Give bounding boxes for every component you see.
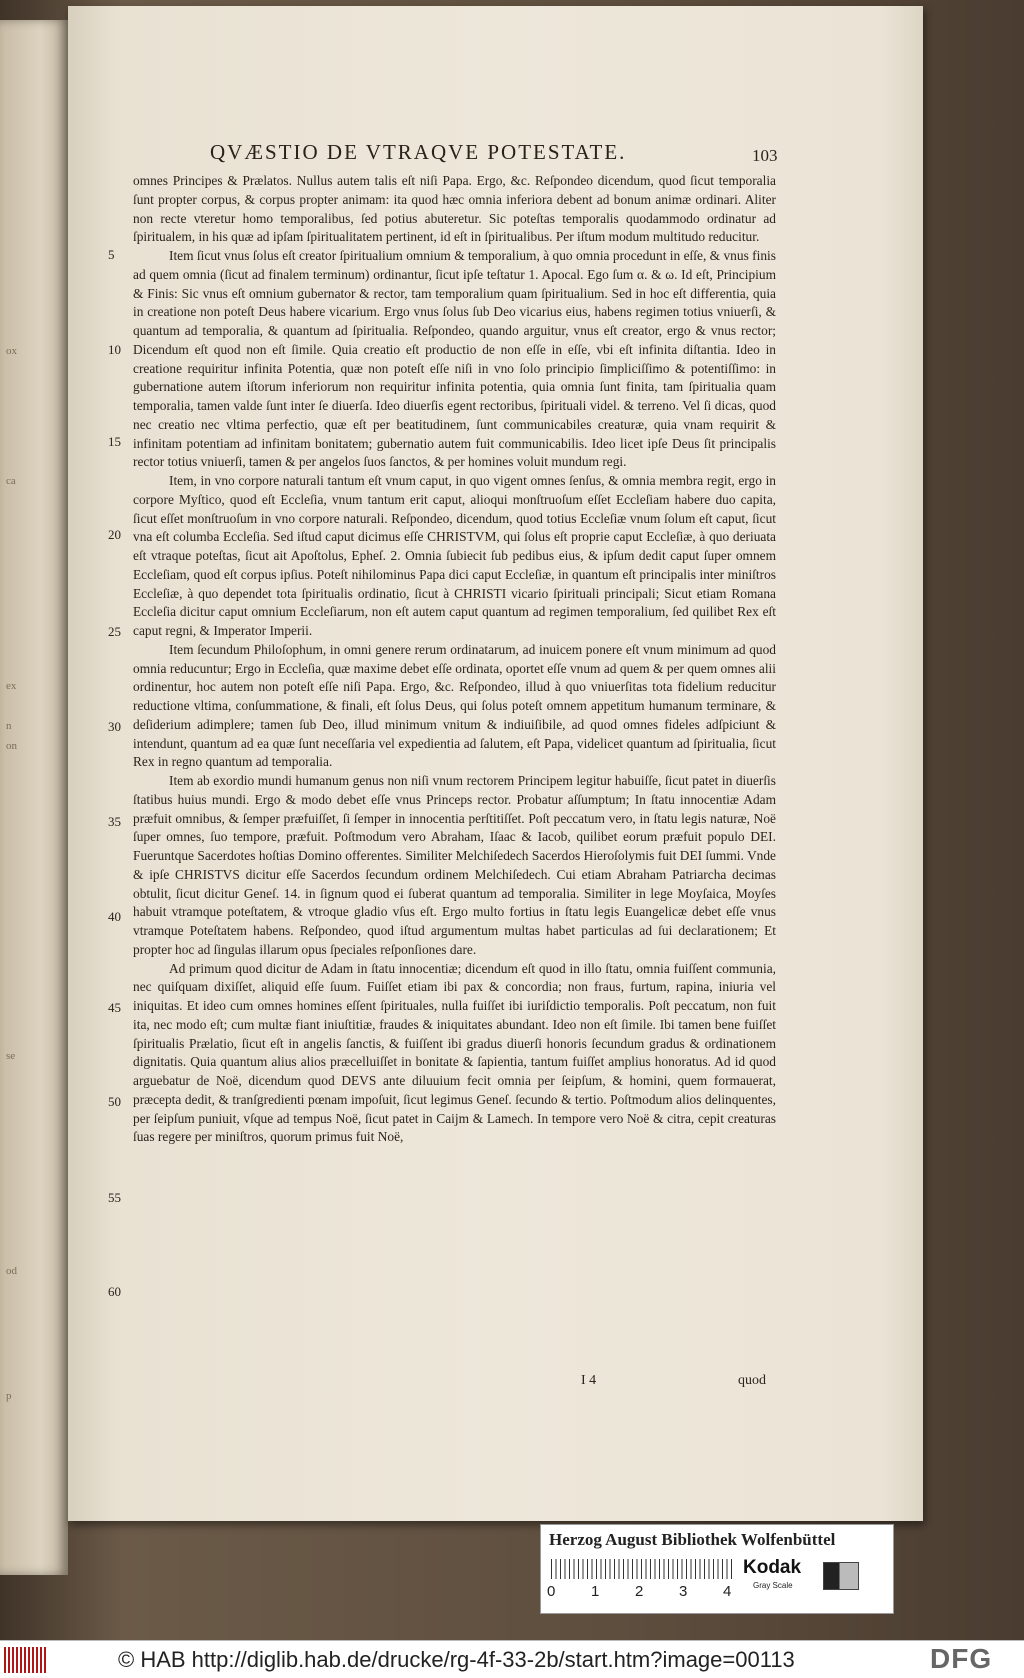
paragraph: Item ſicut vnus ſolus eſt creator ſpiritualium omnium & temporalium, à quo omnia procedunt in eſſe, & vnus finis ad quem omnia (ſicut ad finalem terminum) ordinantur, ſicut ipſe teſtatur 1. Apocal. Ego ſum α. & ω. Id eſt, Principium & Finis: Sic vnus eſt omnium gubernator & rector, tam temporalium quam ſpiritualium. Sed in hoc eſt differentia, quia in creatione non poteſt Deus habere vicarium. Ergo vnus ſolus ſub Deo vicarius eius, habens regimen totius vniuerſi, & quantum ad temporalia, & quantum ad ſpiritualia. Reſpondeo, quando arguitur, vnus eſt creator, ergo & vnus rector; Dicendum eſt quod non eſt ſimile. Quia creatio eſt productio de non eſſe in eſſe, vbi eſt infinita diſtantia. Ideo in creatione requiritur infinita Potentia, quæ non poteſt eſſe niſi in vno ſolo principio ſimpliciſſimo & potentiſſimo: in gubernatione autem iſtorum inferiorum non requiritur infinita potentia, quia omnia ſunt finita, tam ſpiritualia quam temporalia, tamen valde ſunt inter ſe diuerſa. Ideo diuerſis egent rectoribus, ſpirituali videl. & terreno. Vel ſi dicas, quod nec creatio nec vltima perfectio, quæ eſt per beatitudinem, ſunt communicabiles creaturæ, quia vnam requirit & infinitam potentiam ad infinitam bonitatem; gubernatio autem fuit communicabilis. Ideo licet ipſe Deus ſit principalis rector totius vniuerſi, tamen & per angelos ſuos ſanctos, & per homines voluit mundum regi. — [133, 248, 776, 470]
facing-page-fragment: n — [6, 720, 12, 732]
footer-bar — [0, 1640, 1024, 1678]
line-number: 30 — [108, 719, 121, 734]
line-number: 25 — [108, 624, 121, 639]
facing-page-edge — [0, 20, 68, 1575]
gray-scale-label: Gray Scale — [753, 1581, 793, 1590]
scale-ruler — [551, 1559, 733, 1579]
paragraph: Item ſecundum Philoſophum, in omni genere rerum ordinatarum, ad inuicem ponere eſt vnum minimum ad quod omnia reducuntur; Ergo in Eccleſia, quæ maxime debet eſſe ordinata, oportet eſſe vnum ad quem & per quem omnes alii ordinentur, hoc autem non poteſt eſſe niſi Papa. Ergo, &c. Reſpondeo, illud à quo vniuerſitas tota fidelium reducitur reductione vltima, conſummatione, & finali, eſt ſolus Deus, qui ſolus poteſt omnem appetitum humanum terminare, & deſiderium adimplere; tamen ſub Deo, illud minimum vnitum & indiuiſibile, ad quod omnes fideles adſpiciunt & intendunt, quantum ad ea quæ ſunt neceſſaria vel expedientia ad ſalutem, eſt Papa, videlicet quantum ad ſpiritualia, ſicut Rex in regno quantum ad temporalia. — [133, 641, 776, 770]
gray-swatch-icon — [823, 1562, 859, 1590]
scale-number: 0 — [547, 1583, 556, 1600]
line-number: 35 — [108, 814, 121, 829]
paragraph: Item, in vno corpore naturali tantum eſt vnum caput, in quo vigent omnes ſenſus, & omnia membra regit, ergo in corpore Myſtico, quod eſt Eccleſia, vnum tantum erit caput, alioqui monſtruoſum eſſet Eccleſiam habere duo capita, ſicut eſſet monſtruoſum in vno corpore naturali. Reſpondeo, dicendum, quod totius Eccleſiæ vnum ſolum eſt caput, ſicut vna eſt columba Eccleſia. Sed iſtud caput dicimus eſſe CHRISTVM, qui ſolus eſt proprie caput Eccleſiæ, à quo deriuata eſt vtraque poteſtas, ſicut ait Apoſtolus, Epheſ. 2. Omnia ſubiecit ſub pedibus eius, & ipſum dedit caput ſuper omnem Eccleſiam, quod eſt corpus ipſius. Poteſt nihilominus Papa dici caput Eccleſiæ, in quantum eſt principalis inter miniſtros Eccleſiæ, à quo dependet tota ſpiritualis ordinatio, ſicut à CHRISTI vicario ſpirituali principali; Sicut etiam Romana Eccleſia dicitur caput omnium Eccleſiarum, non eſt autem caput quantum ad regimen temporalium, ſed quilibet Rex eſt caput regni, & Imperator Imperii. — [133, 473, 776, 638]
running-head: QVÆSTIO DE VTRAQVE POTESTATE. — [210, 140, 627, 164]
scale-number: 4 — [723, 1583, 732, 1600]
facing-page-fragment: ca — [6, 475, 16, 487]
facing-page-fragment: se — [6, 1050, 16, 1062]
line-number: 50 — [108, 1094, 121, 1109]
paragraph: Item ab exordio mundi humanum genus non niſi vnum rectorem Principem legitur habuiſſe, ſicut patet in diuerſis ſtatibus huius mundi. Ergo & modo debet eſſe vnus Princeps rector. Probatur aſſumptum; In ſtatu innocentiæ Adam præfuit omnibus, & ſemper præfuiſſet, ſi ſemper in innocentia perſtitiſſet. Poſt peccatum vero, in ſtatu legis naturæ, Noë ſuper omnes, ſuo tempore, præfuit. Poſtmodum vero Abraham, Iſaac & Iacob, quilibet eorum præfuit populo DEI. Fueruntque Sacerdotes hoſtias Domino offerentes. Similiter Melchiſedech Sacerdos Hieroſolymis fuit DEI ſummi. Vnde & ipſe CHRISTVS dicitur eſſe Sacerdos ſecundum ordinem Melchiſedech. Cui etiam Abraham Patriarcha decimas obtulit, ſicut dicitur Geneſ. 14. in ſignum quod ei ſuberat quantum ad temporalia. Similiter in lege Moyſaica, Moyſes habuit vtramque poteſtatem, & vtroque gladio vſus eſt. Ergo multo fortius in ſtatu legis Euangelicæ debet eſſe vnus vtramque Poteſtatem habens. Reſpondeo, quod iſtud argumentum multas habet particulas ad ſui declarationem; Et propter hoc ad ſingulas illarum opus ſpeciales reſponſiones dare. — [133, 773, 776, 957]
line-number: 5 — [108, 247, 115, 262]
institution-label: Herzog August Bibliothek Wolfenbüttel — [549, 1530, 836, 1549]
line-number: 45 — [108, 1000, 121, 1015]
facing-page-fragment: p — [6, 1390, 12, 1402]
facing-page-fragment: on — [6, 740, 17, 752]
barcode-icon — [4, 1647, 48, 1673]
facing-page-fragment: ex — [6, 680, 17, 692]
body-text — [133, 172, 776, 1147]
line-number: 55 — [108, 1190, 121, 1205]
page-number: 103 — [752, 146, 778, 165]
line-number: 60 — [108, 1284, 121, 1299]
line-number: 10 — [108, 342, 121, 357]
line-number: 20 — [108, 527, 121, 542]
signature-mark: I 4 — [581, 1373, 597, 1388]
paragraph: Ad primum quod dicitur de Adam in ſtatu innocentiæ; dicendum eſt quod in illo ſtatu, omnia fuiſſent communia, nec quiſquam dixiſſet, aliquid eſſe ſuum. Fuiſſet etiam ibi pax & concordia; non fraus, furtum, rapina, iniuria vel iniquitas. Et ideo cum omnes homines eſſent ſpirituales, nulla fuiſſet ibi iuriſdictio temporalis. Poſt peccatum, non fuit ita, nec modo eſt; cum multæ fiant iniuſtitiæ, fraudes & iniquitates abundant. Ideo non eſt ſimile. Ibi tamen bene fuiſſet ſpiritualis Prælatio, ſicut eſt in angelis ſanctis, & fuiſſent ibi gradus diuerſi honoris ſecundum gradus & ordinationem dignitatis. Quia quantum alius alios præcelluiſſet in bonitate & ſapientia, tantum fuiſſet amplius honoratus. Ad id quod arguebatur de Noë, dicendum quod DEVS ante diluuium fecit omnia per ſeipſum, & homini, quem formauerat, præcepta dedit, & tranſgredienti pœnam impoſuit, ſicut legimus Geneſ. ſecundo & tertio. Poſtmodum alios delinquentes, per ſeipſum puniuit, vſque ad tempus Noë, ſicut patet in Caijm & Lamech. In tempore vero Noë & citra, cepit creaturas ſuas regere per miniſtros, quorum primus fuit Noë, — [133, 960, 776, 1145]
line-number: 40 — [108, 909, 121, 924]
catchword: quod — [738, 1373, 766, 1388]
facing-page-fragment: od — [6, 1265, 17, 1277]
scale-number: 2 — [635, 1583, 644, 1600]
paragraph: omnes Principes & Prælatos. Nullus autem talis eſt niſi Papa. Ergo, &c. Reſpondeo dicendum, quod ſicut temporalia ſunt propter corpus, & corpus propter animam: ita quod hæc omnia inferiora debent ad bonum animæ ordinari. Aliter non recte vteretur homo temporalibus, ſed potius abuteretur. Sic poteſtas temporalis quodammodo ordinatur ad ſpiritualem, in his quæ ad ipſam ſpiritualitatem pertinent, id eſt in ſpiritualibus. Per iſtum modum multitudo reducitur. — [133, 173, 776, 245]
color-target-card — [540, 1524, 894, 1614]
dfg-logo: DFG — [930, 1643, 993, 1674]
credit-link[interactable]: © HAB http://diglib.hab.de/drucke/rg-4f-33-2b/start.htm?image=00113 — [118, 1647, 795, 1672]
scale-number: 1 — [591, 1583, 600, 1600]
scale-number: 3 — [679, 1583, 688, 1600]
kodak-logo: Kodak — [743, 1557, 802, 1578]
line-number: 15 — [108, 434, 121, 449]
facing-page-fragment: ox — [6, 345, 17, 357]
